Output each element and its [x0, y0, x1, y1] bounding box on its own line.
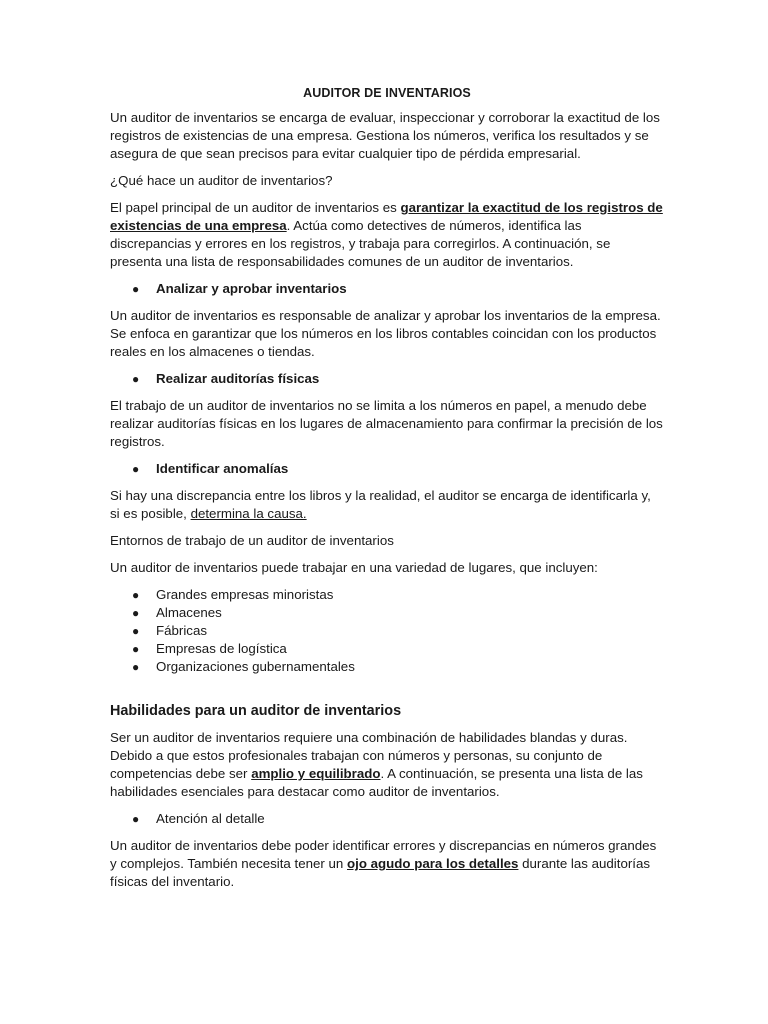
list-item: [110, 370, 664, 388]
environment-item: Almacenes: [156, 605, 222, 620]
list-item: [110, 658, 664, 676]
cause-link[interactable]: determina la causa.: [190, 506, 307, 521]
bullet-icon: ●: [132, 372, 140, 386]
resp-heading-1: Analizar y aprobar inventarios: [156, 281, 347, 296]
environments-list: [110, 586, 664, 676]
skill-paragraph-1: [110, 837, 664, 891]
environment-item: Grandes empresas minoristas: [156, 587, 334, 602]
resp-paragraph-2: El trabajo de un auditor de inventarios no se limita a los números en papel, a menudo debe realizar auditorías físicas en los lugares de almacenamiento para confirmar la precisión de los registros.: [110, 398, 663, 449]
list-item: [110, 280, 664, 298]
bullet-icon: ●: [132, 642, 140, 656]
environment-item: Fábricas: [156, 623, 207, 638]
list-item: [110, 604, 664, 622]
resp-list-2: [110, 370, 664, 388]
intro-paragraph: Un auditor de inventarios se encarga de evaluar, inspeccionar y corroborar la exactitud de los registros de existencias de una empresa. Gestiona los números, verifica los resultados y se asegura de que sean precisos para evitar cualquier tipo de pérdida empresarial.: [110, 110, 660, 161]
skill-text-end: durante las auditorías físicas del inventario.: [110, 856, 651, 889]
role-text-end: . Actúa como detectives de números, identifica las discrepancias y errores en los registros, y trabaja para corregirlos. A continuación, se presenta una lista de responsabilidades comunes de un auditor de inventarios.: [110, 218, 611, 269]
list-item: [110, 622, 664, 640]
skill-heading-1: Atención al detalle: [156, 811, 265, 826]
detail-link[interactable]: ojo agudo para los detalles: [347, 856, 519, 871]
bullet-icon: ●: [132, 462, 140, 476]
list-item: [110, 460, 664, 478]
resp-paragraph-3: [110, 487, 664, 523]
role-text-start: El papel principal de un auditor de inventarios es: [110, 200, 401, 215]
skill-text-start: Un auditor de inventarios debe poder identificar errores y discrepancias en números grandes y complejos. También necesita tener un: [110, 838, 657, 871]
environment-item: Organizaciones gubernamentales: [156, 659, 355, 674]
resp-list-1: [110, 280, 664, 298]
role-paragraph: [110, 199, 664, 271]
environments-heading: Entornos de trabajo de un auditor de inventarios: [110, 533, 394, 548]
balanced-link[interactable]: amplio y equilibrado: [251, 766, 381, 781]
bullet-icon: ●: [132, 624, 140, 638]
document-title: AUDITOR DE INVENTARIOS: [303, 86, 471, 100]
skills-heading: Habilidades para un auditor de inventarios: [110, 703, 402, 719]
bullet-icon: ●: [132, 606, 140, 620]
role-emphasis-link[interactable]: garantizar la exactitud de los registros de existencias de una empresa: [110, 200, 663, 233]
bullet-icon: ●: [132, 588, 140, 602]
bullet-icon: ●: [132, 660, 140, 674]
environments-intro: Un auditor de inventarios puede trabajar en una variedad de lugares, que incluyen:: [110, 560, 598, 575]
list-item: [110, 810, 664, 828]
resp-heading-2: Realizar auditorías físicas: [156, 371, 320, 386]
skills-intro-start: Ser un auditor de inventarios requiere una combinación de habilidades blandas y duras. Debido a que estos profesionales trabajan con números y personas, su conjunto de competencias debe ser: [110, 730, 628, 781]
list-item: [110, 586, 664, 604]
bullet-icon: ●: [132, 282, 140, 296]
resp-list-3: [110, 460, 664, 478]
bullet-icon: ●: [132, 812, 140, 826]
skills-intro-end: . A continuación, se presenta una lista de las habilidades esenciales para destacar como auditor de inventarios.: [110, 766, 643, 799]
resp-heading-3: Identificar anomalías: [156, 461, 289, 476]
resp-3-text: Si hay una discrepancia entre los libros y la realidad, el auditor se encarga de identificarla y, si es posible,: [110, 488, 651, 521]
skills-intro: [110, 729, 664, 801]
question-heading: ¿Qué hace un auditor de inventarios?: [110, 173, 333, 188]
resp-paragraph-1: Un auditor de inventarios es responsable de analizar y aprobar los inventarios de la empresa. Se enfoca en garantizar que los números en los libros contables coincidan con los productos reales en los almacenes o tiendas.: [110, 308, 661, 359]
skills-list: [110, 810, 664, 828]
list-item: [110, 640, 664, 658]
environment-item: Empresas de logística: [156, 641, 287, 656]
